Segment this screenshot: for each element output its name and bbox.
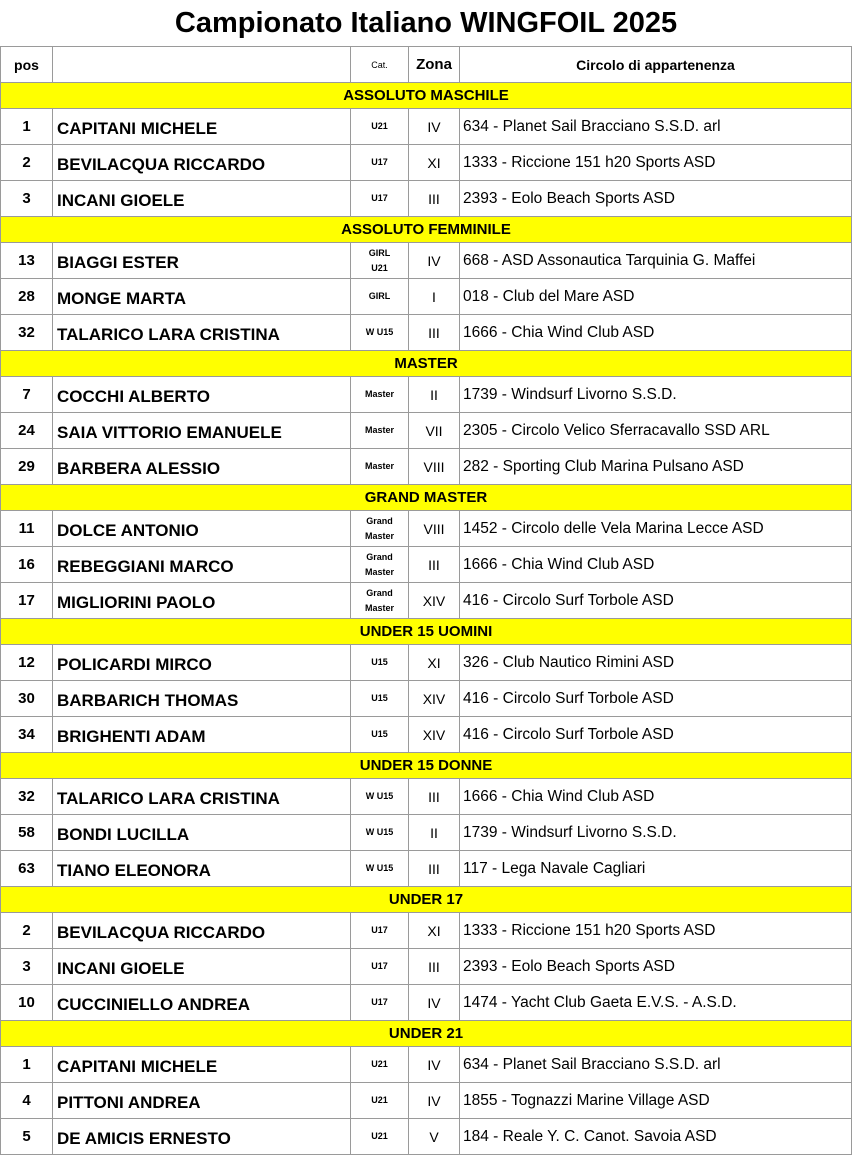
club-cell: 326 - Club Nautico Rimini ASD xyxy=(460,645,852,681)
table-row xyxy=(1,145,852,181)
results-table xyxy=(0,46,852,1155)
category-label: W U15 xyxy=(365,791,394,801)
section-header-row xyxy=(1,351,852,377)
category-cell xyxy=(351,547,409,583)
position-cell: 11 xyxy=(1,511,53,547)
header-cat: Cat. xyxy=(351,47,409,83)
category-cell xyxy=(351,377,409,413)
athlete-name-cell: CAPITANI MICHELE xyxy=(53,109,351,145)
position-cell: 28 xyxy=(1,279,53,315)
category-cell xyxy=(351,315,409,351)
category-label: Master xyxy=(364,530,394,541)
zone-cell: II xyxy=(409,377,460,413)
zone-cell: XIV xyxy=(409,717,460,753)
table-row xyxy=(1,279,852,315)
category-cell xyxy=(351,949,409,985)
position-cell: 3 xyxy=(1,949,53,985)
zone-cell: XIV xyxy=(409,583,460,619)
position-cell: 24 xyxy=(1,413,53,449)
category-label: U17 xyxy=(371,925,388,935)
table-row xyxy=(1,377,852,413)
category-label: Grand xyxy=(366,551,393,562)
athlete-name-cell: MIGLIORINI PAOLO xyxy=(53,583,351,619)
athlete-name-cell: DOLCE ANTONIO xyxy=(53,511,351,547)
header-club: Circolo di appartenenza xyxy=(460,47,852,83)
category-cell xyxy=(351,511,409,547)
athlete-name-cell: INCANI GIOELE xyxy=(53,181,351,217)
athlete-name-cell: INCANI GIOELE xyxy=(53,949,351,985)
zone-cell: IV xyxy=(409,109,460,145)
category-label: Master xyxy=(364,389,394,399)
category-label: Grand xyxy=(366,515,393,526)
category-cell xyxy=(351,1083,409,1119)
zone-cell: IV xyxy=(409,1047,460,1083)
category-cell xyxy=(351,645,409,681)
section-header-row xyxy=(1,217,852,243)
club-cell: 634 - Planet Sail Bracciano S.S.D. arl xyxy=(460,109,852,145)
zone-cell: XI xyxy=(409,145,460,181)
category-label: Master xyxy=(364,461,394,471)
table-row xyxy=(1,717,852,753)
club-cell: 1666 - Chia Wind Club ASD xyxy=(460,547,852,583)
position-cell: 30 xyxy=(1,681,53,717)
zone-cell: IV xyxy=(409,1083,460,1119)
category-cell xyxy=(351,913,409,949)
club-cell: 634 - Planet Sail Bracciano S.S.D. arl xyxy=(460,1047,852,1083)
category-label: U21 xyxy=(371,121,388,131)
athlete-name-cell: BARBARICH THOMAS xyxy=(53,681,351,717)
category-label: W U15 xyxy=(365,327,394,337)
athlete-name-cell: BEVILACQUA RICCARDO xyxy=(53,913,351,949)
zone-cell: XI xyxy=(409,645,460,681)
position-cell: 2 xyxy=(1,913,53,949)
athlete-name-cell: BRIGHENTI ADAM xyxy=(53,717,351,753)
table-row xyxy=(1,815,852,851)
zone-cell: III xyxy=(409,949,460,985)
zone-cell: III xyxy=(409,315,460,351)
zone-cell: III xyxy=(409,181,460,217)
results-table-body xyxy=(1,47,852,1155)
club-cell: 1739 - Windsurf Livorno S.S.D. xyxy=(460,815,852,851)
category-cell xyxy=(351,243,409,279)
table-row xyxy=(1,413,852,449)
table-row xyxy=(1,449,852,485)
zone-cell: XIV xyxy=(409,681,460,717)
club-cell: 1452 - Circolo delle Vela Marina Lecce ASD xyxy=(460,511,852,547)
club-cell: 282 - Sporting Club Marina Pulsano ASD xyxy=(460,449,852,485)
category-cell xyxy=(351,109,409,145)
table-row xyxy=(1,109,852,145)
section-header-row xyxy=(1,887,852,913)
position-cell: 63 xyxy=(1,851,53,887)
page-title: Campionato Italiano WINGFOIL 2025 xyxy=(174,7,678,39)
category-cell xyxy=(351,449,409,485)
zone-cell: III xyxy=(409,779,460,815)
category-label: U17 xyxy=(371,961,388,971)
athlete-name-cell: MONGE MARTA xyxy=(53,279,351,315)
club-cell: 2393 - Eolo Beach Sports ASD xyxy=(460,949,852,985)
position-cell: 1 xyxy=(1,109,53,145)
position-cell: 1 xyxy=(1,1047,53,1083)
category-label: U21 xyxy=(371,1131,388,1141)
club-cell: 1739 - Windsurf Livorno S.S.D. xyxy=(460,377,852,413)
category-label: U15 xyxy=(371,657,388,667)
header-pos: pos xyxy=(1,47,53,83)
category-label: U21 xyxy=(371,1095,388,1105)
section-header-row xyxy=(1,1021,852,1047)
club-cell: 416 - Circolo Surf Torbole ASD xyxy=(460,583,852,619)
section-title: UNDER 15 UOMINI xyxy=(1,619,852,645)
table-row xyxy=(1,583,852,619)
category-cell xyxy=(351,583,409,619)
category-cell xyxy=(351,851,409,887)
section-header-row xyxy=(1,83,852,109)
table-row xyxy=(1,985,852,1021)
table-row xyxy=(1,181,852,217)
category-cell xyxy=(351,279,409,315)
position-cell: 4 xyxy=(1,1083,53,1119)
club-cell: 184 - Reale Y. C. Canot. Savoia ASD xyxy=(460,1119,852,1155)
position-cell: 32 xyxy=(1,315,53,351)
section-title: ASSOLUTO FEMMINILE xyxy=(1,217,852,243)
position-cell: 13 xyxy=(1,243,53,279)
club-cell: 1666 - Chia Wind Club ASD xyxy=(460,315,852,351)
category-label: GIRL xyxy=(368,247,391,258)
club-cell: 1666 - Chia Wind Club ASD xyxy=(460,779,852,815)
position-cell: 32 xyxy=(1,779,53,815)
category-cell xyxy=(351,717,409,753)
table-row xyxy=(1,315,852,351)
athlete-name-cell: CUCCINIELLO ANDREA xyxy=(53,985,351,1021)
category-cell xyxy=(351,413,409,449)
table-row xyxy=(1,511,852,547)
section-header-row xyxy=(1,753,852,779)
category-label: U17 xyxy=(371,157,388,167)
club-cell: 416 - Circolo Surf Torbole ASD xyxy=(460,681,852,717)
athlete-name-cell: REBEGGIANI MARCO xyxy=(53,547,351,583)
zone-cell: VIII xyxy=(409,511,460,547)
table-row xyxy=(1,1083,852,1119)
zone-cell: III xyxy=(409,547,460,583)
category-label: U15 xyxy=(371,693,388,703)
category-label: U17 xyxy=(371,193,388,203)
zone-cell: III xyxy=(409,851,460,887)
position-cell: 17 xyxy=(1,583,53,619)
zone-cell: VIII xyxy=(409,449,460,485)
position-cell: 12 xyxy=(1,645,53,681)
athlete-name-cell: BARBERA ALESSIO xyxy=(53,449,351,485)
position-cell: 16 xyxy=(1,547,53,583)
section-title: UNDER 15 DONNE xyxy=(1,753,852,779)
position-cell: 34 xyxy=(1,717,53,753)
category-label: U21 xyxy=(371,1059,388,1069)
table-row xyxy=(1,681,852,717)
section-header-row xyxy=(1,619,852,645)
category-cell xyxy=(351,1119,409,1155)
athlete-name-cell: BIAGGI ESTER xyxy=(53,243,351,279)
category-label: GIRL xyxy=(368,291,391,301)
table-row xyxy=(1,851,852,887)
zone-cell: IV xyxy=(409,985,460,1021)
header-name xyxy=(53,47,351,83)
table-row xyxy=(1,779,852,815)
position-cell: 10 xyxy=(1,985,53,1021)
table-row xyxy=(1,1047,852,1083)
club-cell: 117 - Lega Navale Cagliari xyxy=(460,851,852,887)
athlete-name-cell: CAPITANI MICHELE xyxy=(53,1047,351,1083)
table-row xyxy=(1,645,852,681)
section-title: UNDER 21 xyxy=(1,1021,852,1047)
athlete-name-cell: TALARICO LARA CRISTINA xyxy=(53,779,351,815)
club-cell: 1333 - Riccione 151 h20 Sports ASD xyxy=(460,913,852,949)
athlete-name-cell: TALARICO LARA CRISTINA xyxy=(53,315,351,351)
table-row xyxy=(1,1119,852,1155)
club-cell: 668 - ASD Assonautica Tarquinia G. Maffei xyxy=(460,243,852,279)
position-cell: 7 xyxy=(1,377,53,413)
position-cell: 58 xyxy=(1,815,53,851)
position-cell: 5 xyxy=(1,1119,53,1155)
section-title: UNDER 17 xyxy=(1,887,852,913)
club-cell: 416 - Circolo Surf Torbole ASD xyxy=(460,717,852,753)
table-row xyxy=(1,243,852,279)
zone-cell: I xyxy=(409,279,460,315)
athlete-name-cell: PITTONI ANDREA xyxy=(53,1083,351,1119)
category-cell xyxy=(351,145,409,181)
zone-cell: VII xyxy=(409,413,460,449)
club-cell: 018 - Club del Mare ASD xyxy=(460,279,852,315)
category-cell xyxy=(351,1047,409,1083)
position-cell: 2 xyxy=(1,145,53,181)
section-title: ASSOLUTO MASCHILE xyxy=(1,83,852,109)
category-cell xyxy=(351,681,409,717)
club-cell: 1855 - Tognazzi Marine Village ASD xyxy=(460,1083,852,1119)
zone-cell: XI xyxy=(409,913,460,949)
section-title: GRAND MASTER xyxy=(1,485,852,511)
category-cell xyxy=(351,815,409,851)
athlete-name-cell: POLICARDI MIRCO xyxy=(53,645,351,681)
club-cell: 2393 - Eolo Beach Sports ASD xyxy=(460,181,852,217)
category-label: Grand xyxy=(366,587,393,598)
athlete-name-cell: TIANO ELEONORA xyxy=(53,851,351,887)
header-zona: Zona xyxy=(409,47,460,83)
athlete-name-cell: BEVILACQUA RICCARDO xyxy=(53,145,351,181)
category-label: Master xyxy=(364,602,394,613)
category-cell xyxy=(351,181,409,217)
athlete-name-cell: SAIA VITTORIO EMANUELE xyxy=(53,413,351,449)
category-label: W U15 xyxy=(365,827,394,837)
category-label: U21 xyxy=(371,262,388,273)
header-row xyxy=(1,47,852,83)
athlete-name-cell: COCCHI ALBERTO xyxy=(53,377,351,413)
table-row xyxy=(1,547,852,583)
category-label: Master xyxy=(364,566,394,577)
category-label: Master xyxy=(364,425,394,435)
table-row xyxy=(1,949,852,985)
section-title: MASTER xyxy=(1,351,852,377)
club-cell: 1333 - Riccione 151 h20 Sports ASD xyxy=(460,145,852,181)
category-cell xyxy=(351,779,409,815)
table-row xyxy=(1,913,852,949)
club-cell: 1474 - Yacht Club Gaeta E.V.S. - A.S.D. xyxy=(460,985,852,1021)
club-cell: 2305 - Circolo Velico Sferracavallo SSD ARL xyxy=(460,413,852,449)
zone-cell: IV xyxy=(409,243,460,279)
category-label: U15 xyxy=(371,729,388,739)
category-label: W U15 xyxy=(365,863,394,873)
section-header-row xyxy=(1,485,852,511)
category-cell xyxy=(351,985,409,1021)
athlete-name-cell: DE AMICIS ERNESTO xyxy=(53,1119,351,1155)
category-label: U17 xyxy=(371,997,388,1007)
athlete-name-cell: BONDI LUCILLA xyxy=(53,815,351,851)
zone-cell: II xyxy=(409,815,460,851)
position-cell: 29 xyxy=(1,449,53,485)
zone-cell: V xyxy=(409,1119,460,1155)
position-cell: 3 xyxy=(1,181,53,217)
